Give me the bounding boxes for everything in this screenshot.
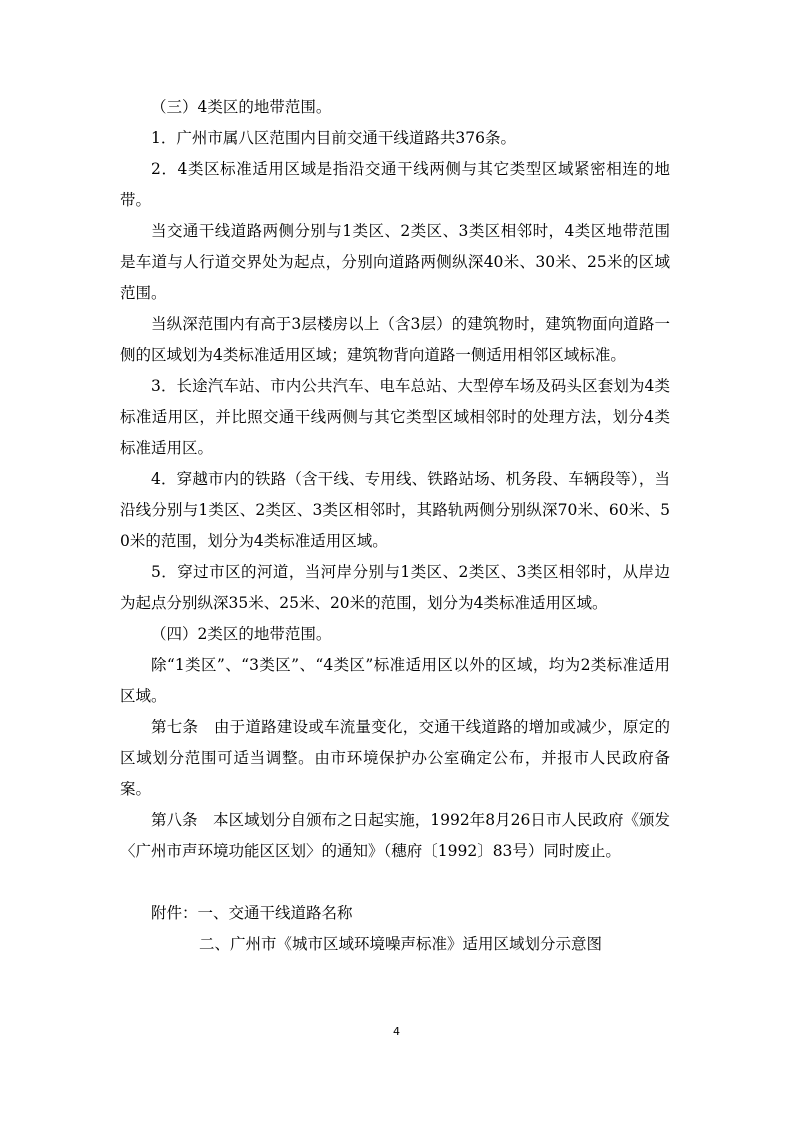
paragraph: 当纵深范围内有高于3层楼房以上（含3层）的建筑物时，建筑物面向道路一侧的区域划为4类标准适用区域；建筑物背向道路一侧适用相邻区域标准。 (120, 315, 670, 364)
page-number: 4 (393, 1025, 400, 1038)
spacer (120, 867, 670, 898)
paragraph: 3．长途汽车站、市内公共汽车、电车总站、大型停车场及码头区套划为4类标准适用区，并比照交通干线两侧与其它类型区域相邻时的处理方法，划分4类标准适用区。 (120, 377, 670, 457)
article-seven: 第七条 由于道路建设或车流量变化，交通干线道路的增加或减少，原定的区域划分范围可适当调整。由市环境保护办公室确定公布，并报市人民政府备案。 (120, 718, 670, 798)
paragraph: 1．广州市属八区范围内目前交通干线道路共376条。 (151, 129, 516, 147)
paragraph: 当交通干线道路两侧分别与1类区、2类区、3类区相邻时，4类区地带范围是车道与人行道交界处为起点，分别向道路两侧纵深40米、30米、25米的区域范围。 (120, 222, 670, 302)
paragraph: 4．穿越市内的铁路（含干线、专用线、铁路站场、机务段、车辆段等），当沿线分别与1类区、2类区、3类区相邻时，其路轨两侧分别纵深70米、60米、50米的范围，划分为4类标准适用区域。 (120, 470, 670, 550)
section-heading-class2: （四）2类区的地带范围。 (151, 625, 332, 643)
paragraph: 2．4类区标准适用区域是指沿交通干线两侧与其它类型区域紧密相连的地带。 (120, 160, 670, 209)
section-heading-class4: （三）4类区的地带范围。 (151, 98, 332, 116)
article-eight: 第八条 本区域划分自颁布之日起实施，1992年8月26日市人民政府《颁发〈广州市声环境功能区区划〉的通知》（穗府〔1992〕83号）同时废止。 (120, 811, 670, 860)
paragraph: 5．穿过市区的河道，当河岸分别与1类区、2类区、3类区相邻时，从岸边为起点分别纵深35米、25米、20米的范围，划分为4类标准适用区域。 (120, 563, 670, 612)
paragraph: 除“1类区”、“3类区”、“4类区”标准适用区以外的区域，均为2类标准适用区域。 (120, 656, 670, 705)
attachment-one: 附件：一、交通干线道路名称 (151, 904, 353, 922)
attachment-two: 二、广州市《城市区域环境噪声标准》适用区域划分示意图 (199, 935, 603, 953)
document-body (120, 92, 670, 960)
